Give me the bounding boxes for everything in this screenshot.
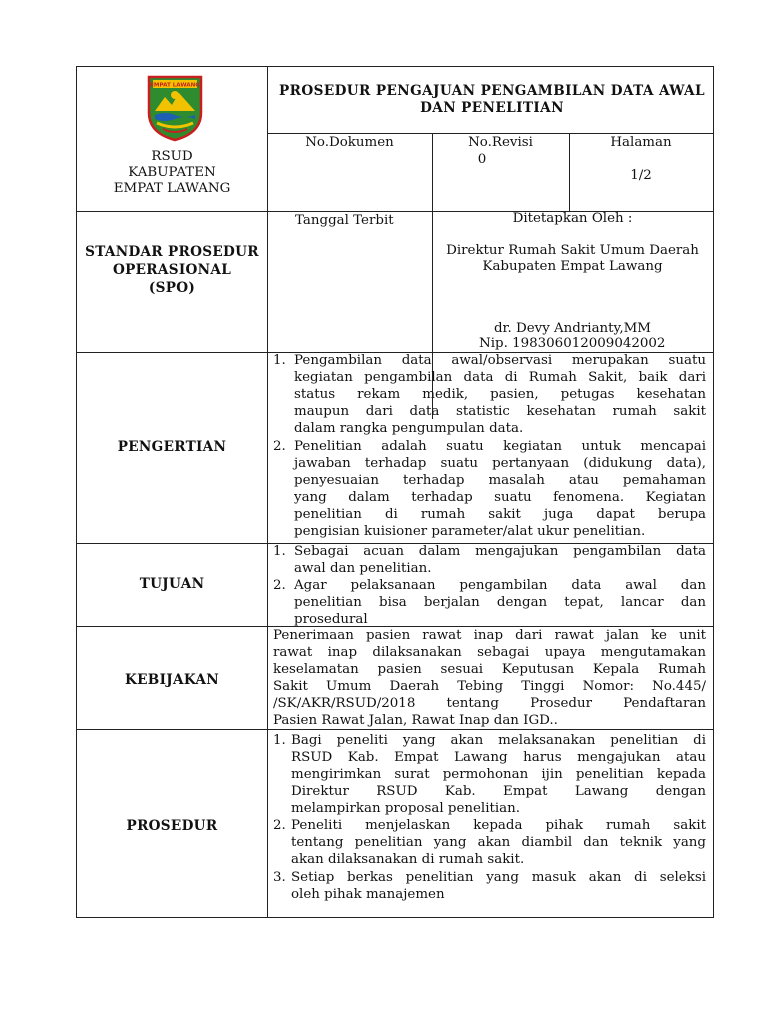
text-line: penelitian di rumah sakit juga dapat berupa (294, 507, 706, 522)
text-line: Sakit Umum Daerah Tebing Tinggi Nomor: No.445/ (273, 679, 706, 694)
prosedur-item-3-number: 3. (273, 870, 286, 885)
signer-name: dr. Devy Andrianty,MM (493, 321, 652, 336)
spo-label-line-1: STANDAR PROSEDUR (85, 244, 259, 260)
text-line: Agar pelaksanaan pengambilan data awal dan (294, 578, 706, 593)
text-line: keselamatan pasien sesuai Keputusan Kepala Rumah (273, 662, 706, 677)
text-line: awal dan penelitian. (294, 561, 432, 576)
text-line: Peneliti menjelaskan kepada pihak rumah sakit (291, 818, 706, 833)
org-name-line-1: RSUD (151, 149, 193, 164)
kebijakan-label: KEBIJAKAN (125, 672, 219, 688)
text-line: prosedural (294, 612, 368, 627)
text-line: penyesuaian terhadap masalah atau pemahaman (294, 473, 706, 488)
text-line: Pengambilan data awal/observasi merupakan suatu (294, 353, 706, 368)
text-line: status rekam medik, pasien, petugas kesehatan (294, 387, 706, 402)
org-name-line-2: KABUPATEN (128, 165, 216, 180)
org-name-line-3: EMPAT LAWANG (113, 181, 231, 196)
page-label: Halaman (610, 135, 672, 150)
signer-nip: Nip. 198306012009042002 (479, 336, 666, 351)
spo-label (77, 243, 267, 297)
text-line: Direktur RSUD Kab. Empat Lawang dengan (291, 784, 706, 799)
text-line: oleh pihak manajemen (291, 887, 445, 902)
director-line-2: Kabupaten Empat Lawang (482, 259, 663, 274)
spo-document (76, 66, 714, 918)
text-line: Penelitian adalah suatu kegiatan untuk mencapai (294, 439, 706, 454)
issue-date-label: Tanggal Terbit (295, 213, 394, 228)
text-line: dalam rangka pengumpulan data. (294, 421, 524, 436)
prosedur-label: PROSEDUR (126, 818, 218, 834)
pengertian-item-2-number: 2. (273, 439, 286, 454)
left-column-divider (267, 67, 268, 917)
text-line: rawat inap dilaksanakan sebagai upaya mengutamakan (273, 645, 706, 660)
revision-label: No.Revisi (468, 135, 533, 150)
text-line: akan dilaksanakan di rumah sakit. (291, 852, 525, 867)
spo-label-line-2: OPERASIONAL (112, 262, 232, 278)
text-line: pengisian kuisioner parameter/alat ukur penelitian. (294, 524, 646, 539)
text-line: kegiatan pengambilan data di Rumah Sakit, baik dari (294, 370, 706, 385)
tujuan-item-2-number: 2. (273, 578, 286, 593)
director-line-1: Direktur Rumah Sakit Umum Daerah (446, 243, 699, 258)
tujuan-item-1-number: 1. (273, 544, 286, 559)
text-line: Pasien Rawat Jalan, Rawat Inap dan IGD.. (273, 713, 558, 728)
text-line: penelitian bisa berjalan dengan tepat, lancar dan (294, 595, 706, 610)
revision-value: 0 (477, 152, 487, 167)
text-line: jawaban terhadap suatu pertanyaan (didukung data), (294, 456, 706, 471)
title-line-2: DAN PENELITIAN (420, 100, 564, 116)
doc-number-label: No.Dokumen (305, 135, 394, 150)
text-line: Penerimaan pasien rawat inap dari rawat jalan ke unit (273, 628, 706, 643)
pengertian-item-1-number: 1. (273, 353, 286, 368)
tujuan-label: TUJUAN (139, 576, 205, 592)
text-line: melampirkan proposal penelitian. (291, 801, 521, 816)
text-line: maupun dari data statistic kesehatan rumah sakit (294, 404, 706, 419)
text-line: Bagi peneliti yang akan melaksanakan penelitian di (291, 733, 706, 748)
spo-label-line-3: (SPO) (148, 280, 196, 296)
empat-lawang-logo (145, 73, 205, 143)
text-line: tentang penelitian yang akan diambil dan teknik yang (291, 835, 706, 850)
text-line: yang dalam terhadap suatu fenomena. Kegiatan (294, 490, 706, 505)
logo-text: EMPAT LAWANG (150, 82, 200, 89)
text-line: mengirimkan surat permohonan ijin penelitian kepada (291, 767, 706, 782)
title-divider (267, 133, 713, 134)
text-line: Setiap berkas penelitian yang masuk akan di seleksi (291, 870, 706, 885)
prosedur-item-1-number: 1. (273, 733, 286, 748)
text-line: RSUD Kab. Empat Lawang harus mengajukan atau (291, 750, 706, 765)
pengertian-label: PENGERTIAN (117, 439, 227, 455)
document-title (269, 83, 715, 117)
title-line-1: PROSEDUR PENGAJUAN PENGAMBILAN DATA AWAL (279, 83, 705, 99)
approved-by-label: Ditetapkan Oleh : (512, 211, 633, 226)
text-line: Sebagai acuan dalam mengajukan pengambilan data (294, 544, 706, 559)
text-line: /SK/AKR/RSUD/2018 tentang Prosedur Pendaftaran (273, 696, 706, 711)
page-value: 1/2 (630, 168, 652, 183)
prosedur-item-2-number: 2. (273, 818, 286, 833)
